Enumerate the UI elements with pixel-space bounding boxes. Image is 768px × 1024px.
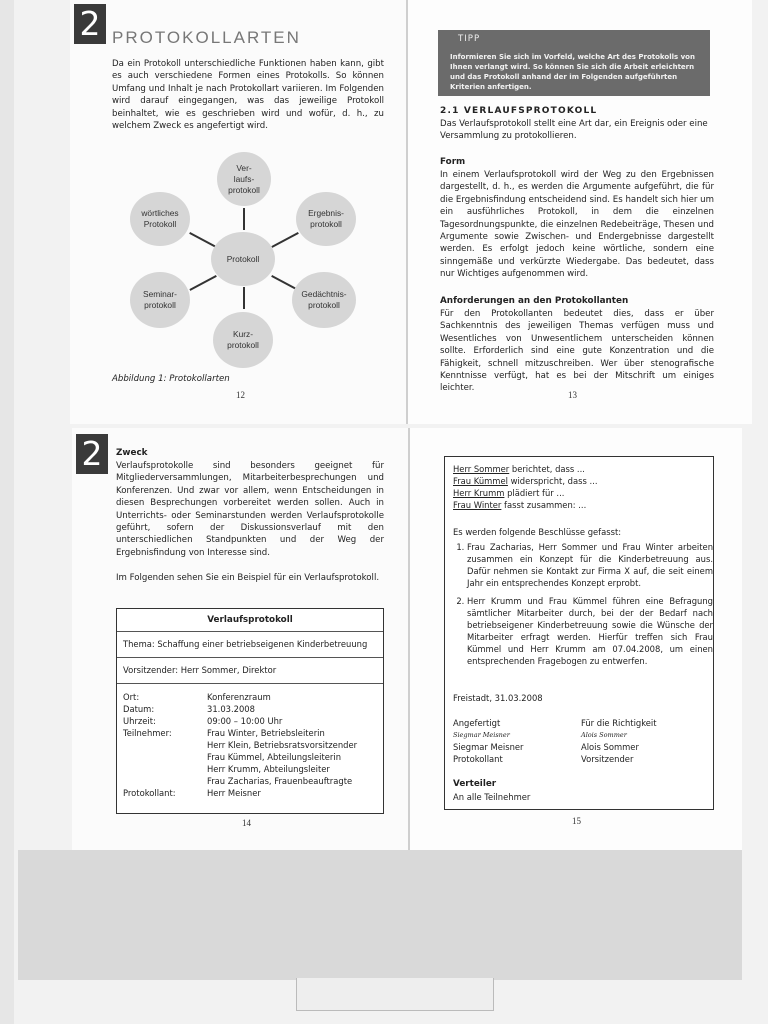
page-14 [72,428,408,850]
gutter-top [406,0,408,424]
decisions-list [453,541,713,673]
speaker-line: Frau Kümmel widerspricht, dass ... [453,476,598,486]
doc-row: Datum: 31.03.2008 [123,704,255,714]
signer-name: Siegmar Meisner [453,742,524,752]
figure-caption: Abbildung 1: Protokollarten [112,374,230,384]
sign-label: Für die Richtigkeit [581,718,657,728]
bubble-seminarprotokoll: Seminar- protokoll [130,272,190,328]
requirements-text: Für den Protokollanten bedeutet dies, dass er über Sachkenntnis des jeweiligen Themas verfügen muss und Wesentliches von Unwesentlichem unterscheiden können sollte. Erforderlich sind eine gute Konzentration und die Fähigkeit, schnell mitzuschreiben. Wer über stenografische Kenntnisse verfügt, hat es bei der Mitschrift um einiges leichter. [440,309,714,394]
speaker-line: Herr Krumm plädiert für ... [453,488,565,498]
requirements-heading: Anforderungen an den Protokollanten [440,296,629,306]
connector-top-left [189,232,216,247]
doc-row: Herr Krumm, Abteilungsleiter [207,764,330,774]
bubble-woertliches-protokoll: wörtliches Protokoll [130,192,190,246]
gutter-bottom [408,428,410,850]
speaker-line: Frau Winter fasst zusammen: ... [453,500,587,510]
tip-box [438,30,710,96]
handwritten-signature: Siegmar Meisner [453,731,510,739]
speaker-lines [453,463,707,511]
page-15 [410,428,742,850]
verteiler-text: An alle Teilnehmer [453,792,531,802]
zweck-heading: Zweck [116,448,148,458]
doc-vorsitz: Vorsitzender: Herr Sommer, Direktor [123,665,277,675]
doc-details [123,691,379,799]
connector-top [243,208,245,230]
doc-row: Teilnehmer: Frau Winter, Betriebsleiterin [123,728,325,738]
chapter-number-box: 2 [74,4,106,44]
bubble-verlaufsprotokoll: Ver- laufs- protokoll [217,152,271,206]
page-12 [70,0,406,424]
signer-role: Vorsitzender [581,754,634,764]
doc-row: Uhrzeit: 09:00 – 10:00 Uhr [123,716,283,726]
decisions-intro: Es werden folgende Beschlüsse gefasst: [453,527,622,537]
doc-row: Herr Klein, Betriebsratsvorsitzender [207,740,358,750]
signer-name: Alois Sommer [581,742,639,752]
section-title: 2.1 VERLAUFSPROTOKOLL [440,106,598,116]
doc-divider-2 [117,657,383,658]
scan-shadow-bottom [18,850,742,980]
form-text: In einem Verlaufsprotokoll wird der Weg zu den Ergebnissen dargestellt, d. h., es werden die Argumente aufgeführt, die für die Ergebnisfindung entscheidend sind. Es handelt sich hier um ein ausführliches Protokoll, in dem die einzelnen Tagesordnungspunkte, die einzelnen Redebeiträge, Thesen und Argumente sowie Zwischen- und Endergebnisse dargestellt werden. Es erfolgt jedoch keine wörtliche, sondern eine sinngemäße und verkürzte Wiedergabe. Das bedeutet, dass nur Wichtiges aufgenommen wird. [440,170,714,280]
scan-edge-left [0,0,14,1024]
doc-thema: Thema: Schaffung einer betriebseigenen Kinderbetreuung [123,639,368,649]
signature-right [581,717,707,765]
speaker-line: Herr Sommer berichtet, dass ... [453,464,585,474]
form-heading: Form [440,157,466,167]
connector-bottom [243,287,245,309]
doc-row: Protokollant: Herr Meisner [123,788,261,798]
doc-row: Frau Zacharias, Frauenbeauftragte [207,776,353,786]
bubble-protokoll-center: Protokoll [211,232,275,286]
bubble-gedaechtnisprotokoll: Gedächtnis- protokoll [292,272,356,328]
tip-text: Informieren Sie sich im Vorfeld, welche Art des Protokolls von Ihnen verlangt wird. So können Sie sich die Arbeit erleichtern und das Protokoll anhand der im Folgenden aufgeführten Kriterien anfertigen. [450,53,695,91]
doc-divider-3 [117,683,383,684]
connector-bottom-left [189,275,216,290]
protocol-continuation-box [444,456,714,810]
doc-row: Frau Kümmel, Abteilungsleiterin [207,752,342,762]
place-date: Freistadt, 31.03.2008 [453,693,543,703]
connector-top-right [271,232,298,247]
bubble-ergebnisprotokoll: Ergebnis- protokoll [296,192,356,246]
page-13 [408,0,752,424]
intro-paragraph: Da ein Protokoll unterschiedliche Funktionen haben kann, gibt es auch verschiedene Formen eines Protokolls. So können Umfang und Inhalt je nach Protokollart variieren. Im Folgenden wird darauf eingegangen, was das jeweilige Protokoll beinhaltet, wie es geschrieben wird und wofür, d. h., zu welchem Zweck es angefertigt wird. [112,59,384,132]
page-number: 12 [236,390,245,400]
example-intro: Im Folgenden sehen Sie ein Beispiel für ein Verlaufsprotokoll. [116,573,380,583]
doc-title: Verlaufsprotokoll [207,615,293,625]
sign-label: Angefertigt [453,718,501,728]
page-number: 14 [242,818,251,828]
decision-item: 2. Herr Krumm und Frau Kümmel führen eine Befragung sämtlicher Mitarbeiter durch, bei der der Bedarf nach betriebseigener Kinderbetreuung sowie die Wünsche der Mitarbeiter erfragt werden. Hierfür treffen sich Frau Kümmel und Herr Krumm am 07.04.2008, um einen entsprechenden Fragebogen zu entwerfen. [467,595,713,667]
page-number: 13 [568,390,577,400]
page-number: 15 [572,816,581,826]
section-intro: Das Verlaufsprotokoll stellt eine Art dar, ein Ereignis oder eine Versammlung zu protokollieren. [440,119,708,142]
signature-left [453,717,573,765]
signer-role: Protokollant [453,754,503,764]
chapter-number-box: 2 [76,434,108,474]
verteiler-heading: Verteiler [453,779,497,789]
scan-clip [296,978,494,1011]
protocol-example-box [116,608,384,814]
doc-divider-1 [117,631,383,632]
tip-label: TIPP [458,34,481,44]
chapter-title: PROTOKOLLARTEN [112,28,301,47]
doc-row: Ort: Konferenzraum [123,692,271,702]
bubble-kurzprotokoll: Kurz- protokoll [213,312,273,368]
handwritten-signature: Alois Sommer [581,731,627,739]
decision-item: 1. Frau Zacharias, Herr Sommer und Frau Winter arbeiten zusammen ein Konzept für die Kinderbetreuung aus. Dafür nehmen sie Kontakt zur Firma X auf, die seit einem Jahr ein entsprechendes Konzept erprobt. [467,541,713,589]
zweck-text: Verlaufsprotokolle sind besonders geeignet für Mitgliederversammlungen, Mitarbeiterbesprechungen und Konferenzen. Und zwar vor allem, wenn Entscheidungen in diesen Besprechungen vorbereitet werden sollen. Auch in Unterrichts- oder Seminarstunden werden Verlaufsprotokolle geführt, sofern der Diskussionsverlauf mit den unterschiedlichen Standpunkten und der Weg der Ergebnisfindung von Interesse sind. [116,461,384,558]
